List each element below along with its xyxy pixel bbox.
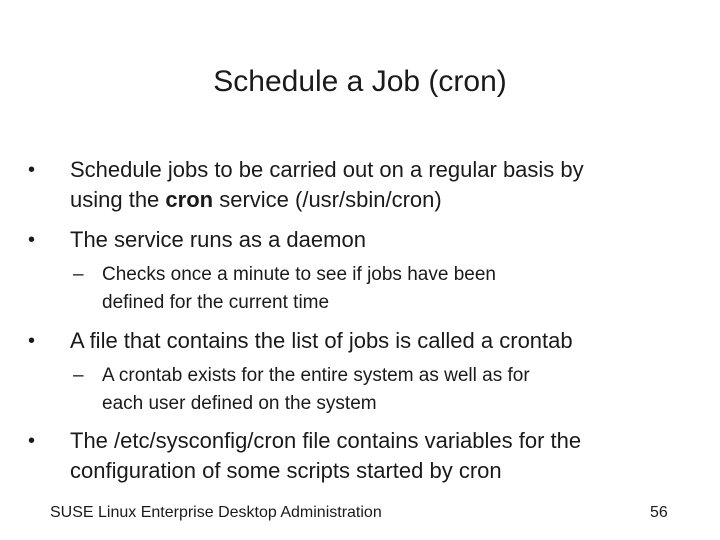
bullet-marker: • — [28, 159, 36, 181]
footer-page-number: 56 — [650, 504, 668, 521]
bullet-line: configuration of some scripts started by cron — [70, 458, 502, 483]
bullet-text-segment: using the — [70, 187, 166, 212]
sub-bullet-text — [102, 261, 672, 317]
bullet-marker: • — [28, 430, 36, 452]
sub-bullet-line: Checks once a minute to see if jobs have been — [102, 264, 496, 285]
bullet-marker: • — [28, 330, 36, 352]
sub-bullet-text — [102, 362, 672, 418]
bullet-text — [70, 155, 710, 215]
bullet-text — [70, 426, 710, 486]
sub-bullet-line: defined for the current time — [102, 292, 330, 313]
bullet-text: A file that contains the list of jobs is called a crontab — [70, 328, 573, 353]
bullet-line: The /etc/sysconfig/cron file contains variables for the — [70, 428, 582, 453]
bullet-text-segment: service (/usr/sbin/cron) — [213, 187, 442, 212]
bullet-marker: • — [28, 229, 36, 251]
slide-title: Schedule a Job (cron) — [213, 65, 507, 98]
bullet-line — [70, 185, 710, 215]
sub-bullet-line: each user defined on the system — [102, 393, 377, 414]
bullet-text: The service runs as a daemon — [70, 227, 366, 252]
sub-bullet-marker: – — [73, 264, 84, 285]
footer-course-title: SUSE Linux Enterprise Desktop Administration — [50, 504, 382, 521]
sub-bullet-marker: – — [73, 365, 84, 386]
sub-bullet-line: A crontab exists for the entire system as well as for — [102, 365, 530, 386]
bullet-line: Schedule jobs to be carried out on a regular basis by — [70, 157, 584, 182]
bullet-bold-term: cron — [165, 187, 214, 212]
